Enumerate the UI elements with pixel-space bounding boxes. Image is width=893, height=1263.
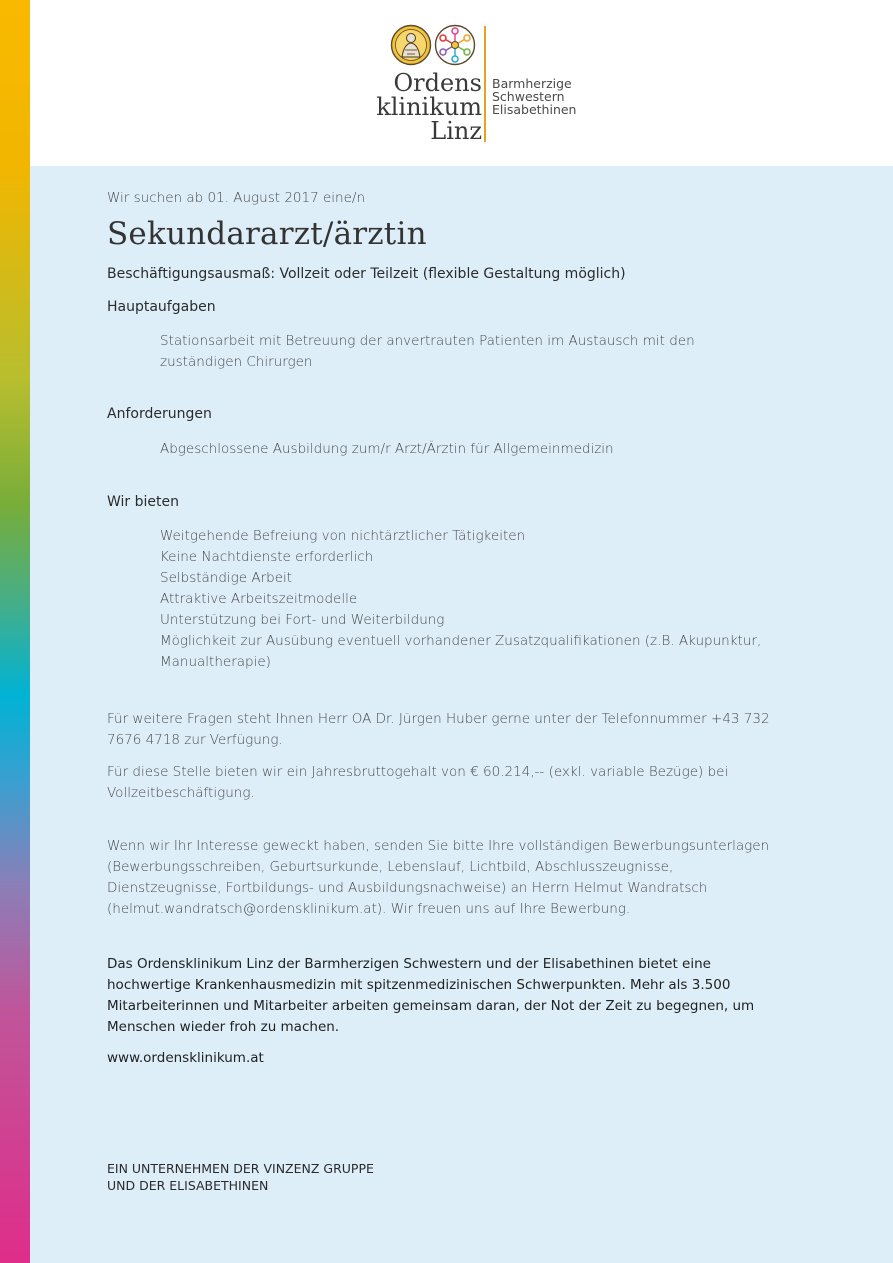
tasks-heading: Hauptaufgaben: [107, 299, 216, 315]
footer-line-1: EIN UNTERNEHMEN DER VINZENZ GRUPPE: [107, 1161, 374, 1176]
logo-sub-elisabethinen: Elisabethinen: [492, 102, 577, 117]
offer-list: [160, 526, 770, 673]
list-item: Keine Nachtdienste erforderlich: [160, 549, 374, 565]
about-text: Das Ordensklinikum Linz der Barmherzigen Schwestern und der Elisabethinen bietet eine hochwertige Krankenhausmedizin mit spitzenmedizinischen Schwerpunkten. Mehr als 3.500 Mitarbeiterinnen und Mitarbeiter arbeiten gemeinsam daran, der Not der Zeit zu begegnen, um Menschen wieder froh zu machen.: [107, 956, 755, 1035]
colorful-network-seal-icon: [434, 24, 476, 66]
footer: [107, 1160, 787, 1194]
website-link[interactable]: www.ordensklinikum.at: [107, 1050, 264, 1066]
employment-text: Beschäftigungsausmaß: Vollzeit oder Teilzeit (flexible Gestaltung möglich): [107, 266, 626, 282]
logo-word-ordens: Ordens: [393, 69, 482, 97]
list-item: Unterstützung bei Fort- und Weiterbildung: [160, 612, 445, 628]
offer-heading: Wir bieten: [107, 494, 179, 510]
header: [30, 0, 893, 166]
logo-word-linz: Linz: [430, 117, 482, 145]
requirements-heading: Anforderungen: [107, 406, 212, 422]
contact-text: Für weitere Fragen steht Ihnen Herr OA Dr. Jürgen Huber gerne unter der Telefonnummer +43 732 7676 4718 zur Verfügung.: [107, 711, 770, 748]
footer-line-2: UND DER ELISABETHINEN: [107, 1178, 269, 1193]
list-item: Attraktive Arbeitszeitmodelle: [160, 591, 358, 607]
tasks-text: Stationsarbeit mit Betreuung der anvertrauten Patienten im Austausch mit den zuständigen Chirurgen: [160, 333, 695, 370]
logo-sub-barmherzige: Barmherzige: [492, 76, 572, 91]
logo-word-klinikum: klinikum: [376, 93, 482, 121]
intro-text: Wir suchen ab 01. August 2017 eine/n: [107, 190, 365, 206]
ordensklinikum-logo: [360, 22, 600, 147]
list-item: Weitgehende Befreiung von nichtärztlicher Tätigkeiten: [160, 528, 526, 544]
logo-sub-schwestern: Schwestern: [492, 89, 565, 104]
logo-divider: [484, 26, 486, 142]
application-text: Wenn wir Ihr Interesse geweckt haben, senden Sie bitte Ihre vollständigen Bewerbungsunterlagen (Bewerbungsschreiben, Geburtsurkunde, Lebenslauf, Lichtbild, Abschlusszeugnisse, Dienstzeugnisse, Fortbildungs- und Ausbildungsnachweise) an Herrn Helmut Wandratsch (helmut.wandratsch@ordensklinikum.at). Wir freuen uns auf Ihre Bewerbung.: [107, 838, 770, 917]
rainbow-side-stripe: [0, 0, 30, 1263]
salary-text: Für diese Stelle bieten wir ein Jahresbruttogehalt von € 60.214,-- (exkl. variable Bezüge) bei Vollzeitbeschäftigung.: [107, 764, 729, 801]
saint-seal-icon: [390, 24, 432, 66]
list-item: Möglichkeit zur Ausübung eventuell vorhandener Zusatzqualifikationen (z.B. Akupunktur, Manualtherapie): [160, 633, 762, 670]
list-item: Selbständige Arbeit: [160, 570, 293, 586]
requirements-text: Abgeschlossene Ausbildung zum/r Arzt/Ärztin für Allgemeinmedizin: [160, 441, 614, 457]
page-title: Sekundararzt/ärztin: [107, 216, 427, 252]
